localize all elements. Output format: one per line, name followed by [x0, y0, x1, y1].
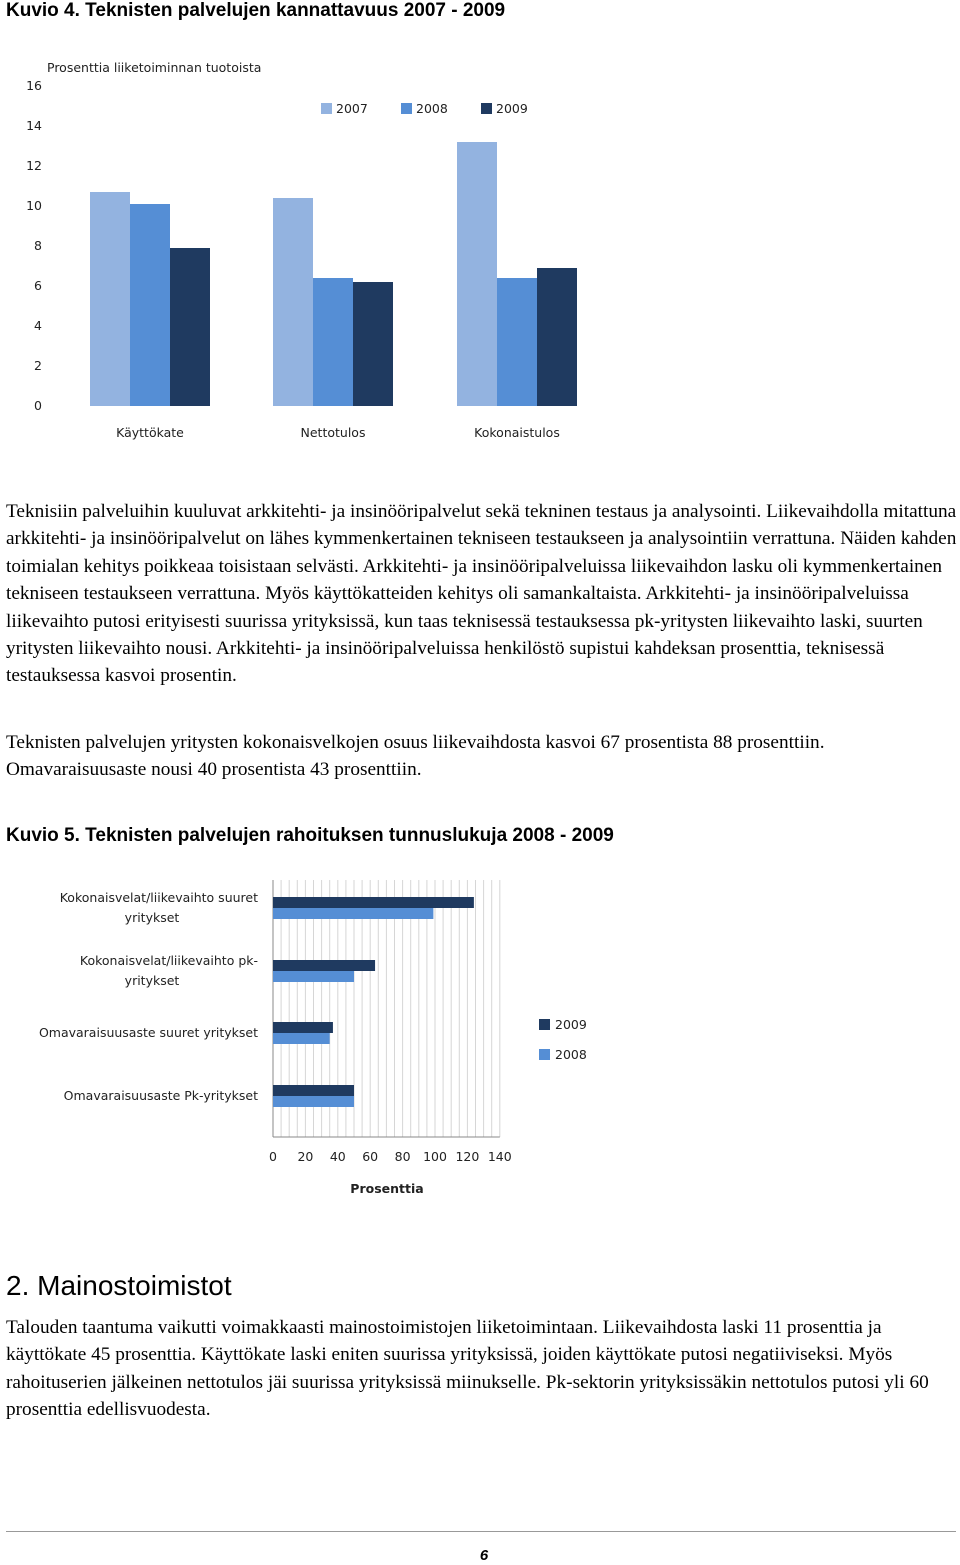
bar [353, 282, 393, 406]
x-tick-label: 0 [269, 1149, 277, 1164]
bar [170, 248, 210, 406]
legend-swatch [539, 1049, 550, 1060]
figure-5-title: Kuvio 5. Teknisten palvelujen rahoituksen tunnuslukuja 2008 - 2009 [6, 825, 614, 846]
section-paragraph: Talouden taantuma vaikutti voimakkaasti mainostoimistojen liiketoimintaan. Liikevaihdosta laski 11 prosenttia ja käyttökate 45 prosenttia. Käyttökate laski eniten suurissa yrityksissä, joiden käyttökate putosi negatiiviseksi. Myös rahoituserien jälkeinen nettotulos jäi suurissa yrityksissä miinukselle. Pk-sektorin yrityksissäkin nettotulos putosi yli 60 prosenttia edellisvuodesta. [6, 1317, 929, 1421]
financing-bar-chart [0, 880, 620, 1210]
x-axis-label: Prosenttia [350, 1181, 424, 1196]
body-paragraph-2: Teknisten palvelujen yritysten kokonaisvelkojen osuus liikevaihdosta kasvoi 67 prosentista 88 prosenttiin. Omavaraisuusaste nousi 40 prosentista 43 prosenttiin. [6, 732, 825, 781]
bar [273, 960, 375, 971]
bar [313, 278, 353, 406]
legend-label: 2009 [496, 101, 528, 116]
x-tick-label: 60 [362, 1149, 379, 1164]
bar [273, 897, 474, 908]
chart-title: Prosenttia liiketoiminnan tuotoista [47, 60, 262, 75]
legend-swatch [321, 103, 332, 114]
x-tick-label: 80 [394, 1149, 411, 1164]
bar [130, 204, 170, 406]
x-tick-label: 40 [329, 1149, 346, 1164]
y-tick-label: 10 [26, 198, 42, 213]
y-tick-label: 8 [34, 238, 42, 253]
bar [273, 1096, 354, 1107]
y-tick-label: 6 [34, 278, 42, 293]
y-tick-label: 2 [34, 358, 42, 373]
figure-4-title: Kuvio 4. Teknisten palvelujen kannattavuus 2007 - 2009 [6, 0, 506, 21]
category-label: yritykset [124, 973, 180, 988]
legend-label: 2007 [336, 101, 368, 116]
bar [457, 142, 497, 406]
y-tick-label: 12 [26, 158, 42, 173]
bar [273, 908, 433, 919]
legend-label: 2009 [555, 1017, 587, 1032]
bar [273, 198, 313, 406]
bar [273, 1033, 330, 1044]
x-tick-label: 140 [487, 1149, 512, 1164]
category-label: Omavaraisuusaste Pk-yritykset [63, 1088, 258, 1103]
x-tick-label: 120 [455, 1149, 480, 1164]
category-label: Kokonaistulos [474, 425, 560, 440]
y-tick-label: 14 [26, 118, 42, 133]
category-label: Käyttökate [116, 425, 184, 440]
footer-divider [6, 1531, 956, 1532]
bar [497, 278, 537, 406]
category-label: Omavaraisuusaste suuret yritykset [38, 1025, 258, 1040]
legend-label: 2008 [555, 1047, 587, 1062]
legend-swatch [401, 103, 412, 114]
y-tick-label: 0 [34, 398, 42, 413]
x-tick-label: 100 [423, 1149, 447, 1164]
legend-swatch [481, 103, 492, 114]
legend-label: 2008 [416, 101, 448, 116]
section-heading: 2. Mainostoimistot [6, 1270, 232, 1301]
bar [273, 1085, 354, 1096]
legend-swatch [539, 1019, 550, 1030]
y-tick-label: 16 [26, 78, 42, 93]
bar [273, 1022, 333, 1033]
y-tick-label: 4 [34, 318, 42, 333]
category-label: Kokonaisvelat/liikevaihto suuret [59, 890, 258, 905]
profitability-bar-chart [0, 50, 620, 450]
page-number: 6 [479, 1547, 489, 1564]
body-paragraph-1: Teknisiin palveluihin kuuluvat arkkitehti- ja insinööripalvelut sekä tekninen testaus ja analysointi. Liikevaihdolla mitattuna arkkitehti- ja insinööripalvelut on lähes kymmenkertainen tekniseen testaukseen ja analysointiin verrattuna. Näiden kahden toimialan kehitys poikkeaa toisistaan selvästi. Arkkitehti- ja insinööripalveluissa liikevaihdon lasku oli kymmenkertainen tekniseen testaukseen verrattuna. Myös käyttökatteiden kehitys oli samankaltaista. Arkkitehti- ja insinööripalveluissa liikevaihto putosi erityisesti suurissa yrityksissä, kun taas teknisessä testauksessa pk-yritysten liikevaihto laski, suurten yritysten liikevaihto nousi. Arkkitehti- ja insinööripalveluissa henkilöstö supistui kahdeksan prosenttia, teknisessä testauksessa kasvoi prosentin. [6, 501, 957, 687]
bar [273, 971, 354, 982]
category-label: Kokonaisvelat/liikevaihto pk- [79, 953, 258, 968]
x-tick-label: 20 [297, 1149, 314, 1164]
bar [537, 268, 577, 406]
category-label: Nettotulos [300, 425, 366, 440]
category-label: yritykset [124, 910, 180, 925]
bar [90, 192, 130, 406]
